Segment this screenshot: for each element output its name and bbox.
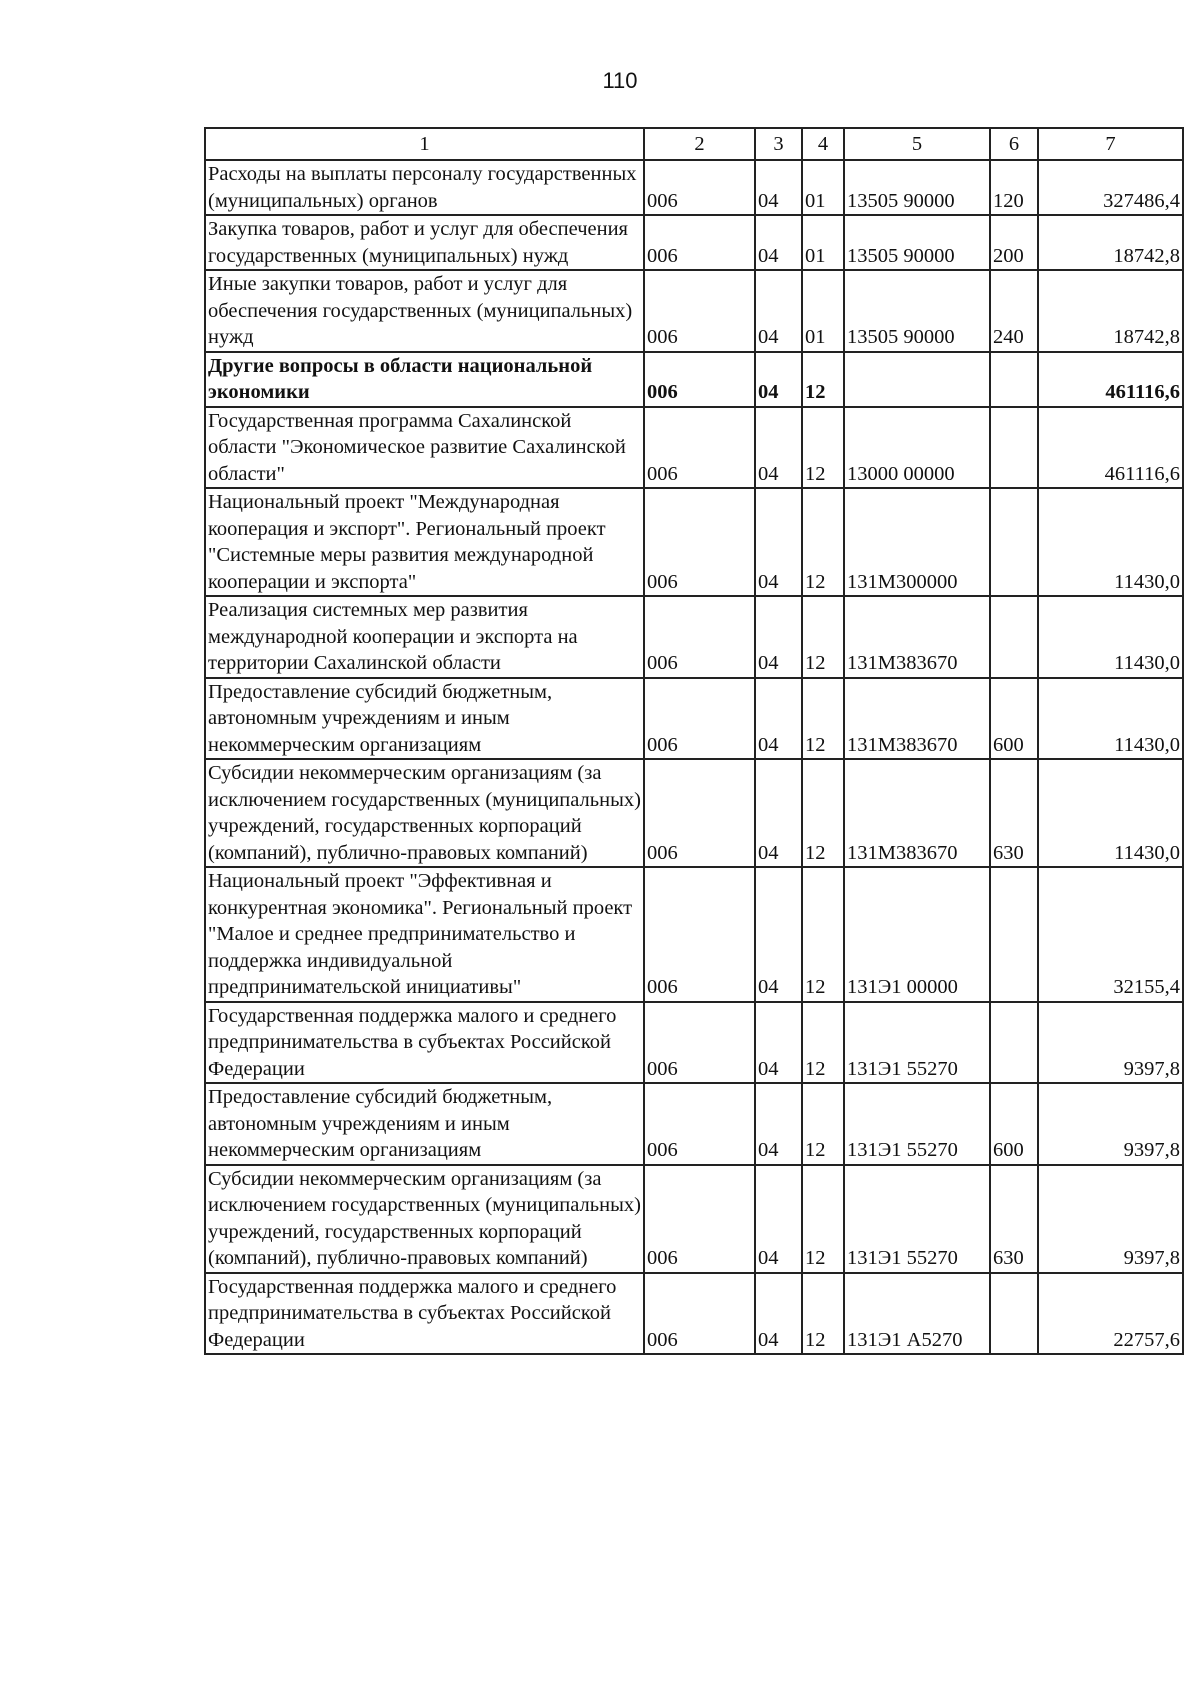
- expense-name-cell: Субсидии некоммерческим организациям (за исключением государственных (муниципальных) учреждений, государственных корпораций (компаний), публично-правовых компаний): [205, 1165, 644, 1273]
- amount-cell: 9397,8: [1038, 1165, 1183, 1273]
- expense-name-cell: Государственная программа Сахалинской области "Экономическое развитие Сахалинской области": [205, 407, 644, 489]
- target-article-code-cell: 131М300000: [844, 488, 990, 596]
- expense-name-cell: Другие вопросы в области национальной экономики: [205, 352, 644, 407]
- table-row: [205, 1002, 1183, 1084]
- department-code-cell: 006: [644, 759, 755, 867]
- section-code-cell: 04: [755, 1165, 802, 1273]
- section-code-cell: 04: [755, 352, 802, 407]
- subsection-code-cell: 12: [802, 759, 844, 867]
- target-article-code-cell: 131Э1 55270: [844, 1165, 990, 1273]
- table-row: [205, 1165, 1183, 1273]
- target-article-code-cell: 131Э1 55270: [844, 1083, 990, 1165]
- section-code-cell: 04: [755, 160, 802, 215]
- department-code-cell: 006: [644, 407, 755, 489]
- target-article-code-cell: 131М383670: [844, 678, 990, 760]
- target-article-code-cell: 13000 00000: [844, 407, 990, 489]
- page-number: 110: [602, 68, 638, 93]
- subsection-code-cell: 12: [802, 1165, 844, 1273]
- table-row: [205, 407, 1183, 489]
- subsection-code-cell: 12: [802, 678, 844, 760]
- column-number-header: 4: [802, 128, 844, 160]
- department-code-cell: 006: [644, 270, 755, 352]
- expense-type-code-cell: 630: [990, 759, 1038, 867]
- amount-cell: 11430,0: [1038, 596, 1183, 678]
- expense-type-code-cell: [990, 867, 1038, 1002]
- expense-name-cell: Предоставление субсидий бюджетным, автономным учреждениям и иным некоммерческим организациям: [205, 1083, 644, 1165]
- target-article-code-cell: 13505 90000: [844, 160, 990, 215]
- column-number-header: 1: [205, 128, 644, 160]
- section-code-cell: 04: [755, 407, 802, 489]
- subsection-code-cell: 01: [802, 215, 844, 270]
- column-number-header-row: [205, 128, 1183, 160]
- table-row: [205, 867, 1183, 1002]
- expense-type-code-cell: 200: [990, 215, 1038, 270]
- expense-name-cell: Национальный проект "Эффективная и конкурентная экономика". Региональный проект "Малое и среднее предпринимательство и поддержка индивидуальной предпринимательской инициативы": [205, 867, 644, 1002]
- department-code-cell: 006: [644, 596, 755, 678]
- expense-type-code-cell: 240: [990, 270, 1038, 352]
- target-article-code-cell: 131Э1 А5270: [844, 1273, 990, 1355]
- table-row: [205, 1083, 1183, 1165]
- expense-name-cell: Предоставление субсидий бюджетным, автономным учреждениям и иным некоммерческим организациям: [205, 678, 644, 760]
- table-row: [205, 488, 1183, 596]
- department-code-cell: 006: [644, 1083, 755, 1165]
- subsection-code-cell: 01: [802, 270, 844, 352]
- section-code-cell: 04: [755, 1002, 802, 1084]
- section-code-cell: 04: [755, 215, 802, 270]
- amount-cell: 9397,8: [1038, 1083, 1183, 1165]
- amount-cell: 9397,8: [1038, 1002, 1183, 1084]
- amount-cell: 11430,0: [1038, 759, 1183, 867]
- column-number-header: 7: [1038, 128, 1183, 160]
- expense-name-cell: Расходы на выплаты персоналу государственных (муниципальных) органов: [205, 160, 644, 215]
- expense-name-cell: Государственная поддержка малого и среднего предпринимательства в субъектах Российской Федерации: [205, 1002, 644, 1084]
- expense-type-code-cell: [990, 407, 1038, 489]
- subsection-code-cell: 12: [802, 1273, 844, 1355]
- expense-name-cell: Государственная поддержка малого и среднего предпринимательства в субъектах Российской Федерации: [205, 1273, 644, 1355]
- section-code-cell: 04: [755, 1083, 802, 1165]
- department-code-cell: 006: [644, 1273, 755, 1355]
- column-number-header: 2: [644, 128, 755, 160]
- subsection-code-cell: 12: [802, 867, 844, 1002]
- expense-type-code-cell: [990, 1273, 1038, 1355]
- target-article-code-cell: 131Э1 55270: [844, 1002, 990, 1084]
- subsection-code-cell: 12: [802, 407, 844, 489]
- expense-name-cell: Национальный проект "Международная кооперация и экспорт". Региональный проект "Системные меры развития международной кооперации и экспорта": [205, 488, 644, 596]
- section-code-cell: 04: [755, 867, 802, 1002]
- expense-type-code-cell: 600: [990, 1083, 1038, 1165]
- section-code-cell: 04: [755, 759, 802, 867]
- section-code-cell: 04: [755, 270, 802, 352]
- subsection-code-cell: 12: [802, 488, 844, 596]
- target-article-code-cell: 13505 90000: [844, 270, 990, 352]
- target-article-code-cell: 131Э1 00000: [844, 867, 990, 1002]
- department-code-cell: 006: [644, 1165, 755, 1273]
- table-row: [205, 160, 1183, 215]
- table-row: [205, 215, 1183, 270]
- amount-cell: 22757,6: [1038, 1273, 1183, 1355]
- department-code-cell: 006: [644, 488, 755, 596]
- expense-name-cell: Закупка товаров, работ и услуг для обеспечения государственных (муниципальных) нужд: [205, 215, 644, 270]
- expense-name-cell: Субсидии некоммерческим организациям (за исключением государственных (муниципальных) учреждений, государственных корпораций (компаний), публично-правовых компаний): [205, 759, 644, 867]
- department-code-cell: 006: [644, 352, 755, 407]
- department-code-cell: 006: [644, 215, 755, 270]
- amount-cell: 32155,4: [1038, 867, 1183, 1002]
- department-code-cell: 006: [644, 1002, 755, 1084]
- amount-cell: 18742,8: [1038, 215, 1183, 270]
- section-code-cell: 04: [755, 596, 802, 678]
- subsection-code-cell: 12: [802, 352, 844, 407]
- column-number-header: 5: [844, 128, 990, 160]
- budget-table: [204, 127, 1184, 1355]
- amount-cell: 18742,8: [1038, 270, 1183, 352]
- amount-cell: 461116,6: [1038, 352, 1183, 407]
- target-article-code-cell: 13505 90000: [844, 215, 990, 270]
- table-row: [205, 270, 1183, 352]
- expense-type-code-cell: 630: [990, 1165, 1038, 1273]
- expense-type-code-cell: [990, 488, 1038, 596]
- column-number-header: 3: [755, 128, 802, 160]
- target-article-code-cell: [844, 352, 990, 407]
- expense-name-cell: Реализация системных мер развития международной кооперации и экспорта на территории Сахалинской области: [205, 596, 644, 678]
- table-row: [205, 1273, 1183, 1355]
- column-number-header: 6: [990, 128, 1038, 160]
- expense-type-code-cell: 600: [990, 678, 1038, 760]
- section-code-cell: 04: [755, 488, 802, 596]
- amount-cell: 11430,0: [1038, 678, 1183, 760]
- section-code-cell: 04: [755, 1273, 802, 1355]
- amount-cell: 461116,6: [1038, 407, 1183, 489]
- expense-type-code-cell: 120: [990, 160, 1038, 215]
- section-code-cell: 04: [755, 678, 802, 760]
- table-row: [205, 596, 1183, 678]
- amount-cell: 11430,0: [1038, 488, 1183, 596]
- subsection-code-cell: 12: [802, 1083, 844, 1165]
- department-code-cell: 006: [644, 160, 755, 215]
- department-code-cell: 006: [644, 678, 755, 760]
- expense-type-code-cell: [990, 1002, 1038, 1084]
- expense-name-cell: Иные закупки товаров, работ и услуг для обеспечения государственных (муниципальных) нужд: [205, 270, 644, 352]
- amount-cell: 327486,4: [1038, 160, 1183, 215]
- expense-type-code-cell: [990, 596, 1038, 678]
- department-code-cell: 006: [644, 867, 755, 1002]
- table-row: [205, 678, 1183, 760]
- subsection-code-cell: 01: [802, 160, 844, 215]
- table-row: [205, 352, 1183, 407]
- table-body: [205, 160, 1183, 1354]
- target-article-code-cell: 131М383670: [844, 596, 990, 678]
- target-article-code-cell: 131М383670: [844, 759, 990, 867]
- subsection-code-cell: 12: [802, 596, 844, 678]
- expense-type-code-cell: [990, 352, 1038, 407]
- table-row: [205, 759, 1183, 867]
- subsection-code-cell: 12: [802, 1002, 844, 1084]
